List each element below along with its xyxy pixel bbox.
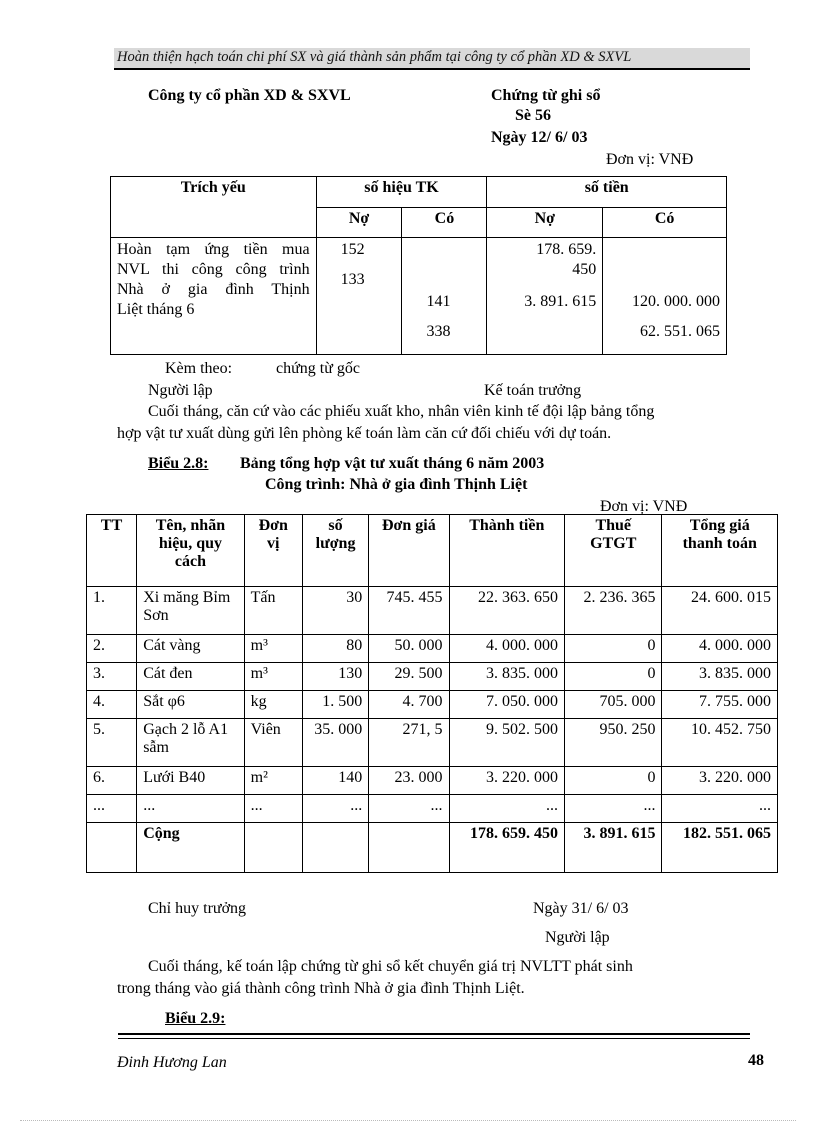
company-name: Công ty cổ phần XD & SXVL xyxy=(148,87,351,104)
col-amount: số tiền xyxy=(487,177,727,208)
total-grand: 182. 551. 065 xyxy=(662,823,778,873)
table-row: 5. Gạch 2 lỗ A1 sẫm Viên 35. 000 271, 5 9. 502. 500 950. 250 10. 452. 750 xyxy=(87,719,778,767)
credit-accounts: 141 338 xyxy=(402,238,487,355)
table-row: 6. Lưới B40 m² 140 23. 000 3. 220. 000 0 3. 220. 000 xyxy=(87,767,778,795)
col-amount: Thành tiền xyxy=(449,515,565,587)
debit-amounts: 178. 659. 450 3. 891. 615 xyxy=(487,238,603,355)
paragraph-1-line-2: hợp vật tư xuất dùng gửi lên phòng kế toán làm căn cứ đối chiếu với dự toán. xyxy=(117,425,612,442)
voucher-preparer: Người lập xyxy=(148,382,213,399)
voucher-unit: Đơn vị: VNĐ xyxy=(606,151,694,168)
paragraph-1-line-1: Cuối tháng, căn cứ vào các phiếu xuất kho, nhân viên kinh tế đội lập bảng tổng xyxy=(148,403,655,420)
running-header: Hoàn thiện hạch toán chi phí SX và giá thành sản phẩm tại công ty cổ phần XD & SXVL xyxy=(117,49,632,65)
total-vat: 3. 891. 615 xyxy=(565,823,662,873)
col-total: Tổng giá thanh toán xyxy=(662,515,778,587)
col-unit: Đơn vị xyxy=(244,515,302,587)
paragraph-2-line-2: trong tháng vào giá thành công trình Nhà ở gia đình Thịnh Liệt. xyxy=(117,980,525,997)
col-credit-acc: Có xyxy=(402,207,487,238)
col-vat: Thuế GTGT xyxy=(565,515,662,587)
col-name: Tên, nhãn hiệu, quy cách xyxy=(137,515,244,587)
voucher-number: Sè 56 xyxy=(515,107,551,124)
voucher-title: Chứng từ ghi sổ xyxy=(491,87,601,104)
col-debit-amt: Nợ xyxy=(487,207,603,238)
table-row: 3. Cát đen m³ 130 29. 500 3. 835. 000 0 3. 835. 000 xyxy=(87,663,778,691)
commander-label: Chỉ huy trưởng xyxy=(148,900,247,917)
next-table-label: Biểu 2.9: xyxy=(165,1010,226,1027)
voucher-date: Ngày 12/ 6/ 03 xyxy=(491,129,588,146)
table2-preparer: Người lập xyxy=(545,929,610,946)
col-account: số hiệu TK xyxy=(316,177,487,208)
table2-unit: Đơn vị: VNĐ xyxy=(600,498,688,515)
col-desc: Trích yếu xyxy=(111,177,317,238)
attach-label: Kèm theo: xyxy=(165,360,233,377)
credit-amounts: 120. 000. 000 62. 551. 065 xyxy=(603,238,727,355)
voucher-table xyxy=(110,176,727,355)
table-row: ... ... ... ... ... ... ... ... xyxy=(87,795,778,823)
table2-label: Biểu 2.8: xyxy=(148,455,209,472)
col-tt: TT xyxy=(87,515,137,587)
entry-description: Hoàn tạm ứng tiền mua NVL thi công công trình Nhà ở gia đình Thịnh Liệt tháng 6 xyxy=(111,238,317,355)
col-qty: số lượng xyxy=(302,515,368,587)
table2-title: Bảng tổng hợp vật tư xuất tháng 6 năm 2003 xyxy=(240,455,545,472)
total-row xyxy=(87,823,778,873)
materials-table xyxy=(86,514,778,873)
voucher-chief-accountant: Kế toán trưởng xyxy=(484,382,582,399)
table-row xyxy=(111,238,727,355)
page-edge xyxy=(20,1120,796,1121)
col-credit-amt: Có xyxy=(603,207,727,238)
total-label: Cộng xyxy=(137,823,244,873)
footer-author: Đinh Hương Lan xyxy=(117,1054,227,1071)
table2-date: Ngày 31/ 6/ 03 xyxy=(533,900,629,917)
table-row: 2. Cát vàng m³ 80 50. 000 4. 000. 000 0 4. 000. 000 xyxy=(87,635,778,663)
attach-value: chứng từ gốc xyxy=(276,360,360,377)
table-row: 4. Sắt φ6 kg 1. 500 4. 700 7. 050. 000 705. 000 7. 755. 000 xyxy=(87,691,778,719)
footer-rule-thin xyxy=(118,1038,750,1039)
col-debit-acc: Nợ xyxy=(316,207,402,238)
page-number: 48 xyxy=(748,1052,764,1069)
paragraph-2-line-1: Cuối tháng, kế toán lập chứng từ ghi sổ kết chuyển giá trị NVLTT phát sinh xyxy=(148,958,633,975)
debit-accounts: 152 133 xyxy=(316,238,402,355)
table-row: 1. Xi măng Bỉm Sơn Tấn 30 745. 455 22. 363. 650 2. 236. 365 24. 600. 015 xyxy=(87,587,778,635)
total-amount: 178. 659. 450 xyxy=(449,823,565,873)
col-price: Đơn giá xyxy=(369,515,449,587)
table2-subtitle: Công trình: Nhà ở gia đình Thịnh Liệt xyxy=(265,476,528,493)
footer-rule xyxy=(118,1033,750,1035)
